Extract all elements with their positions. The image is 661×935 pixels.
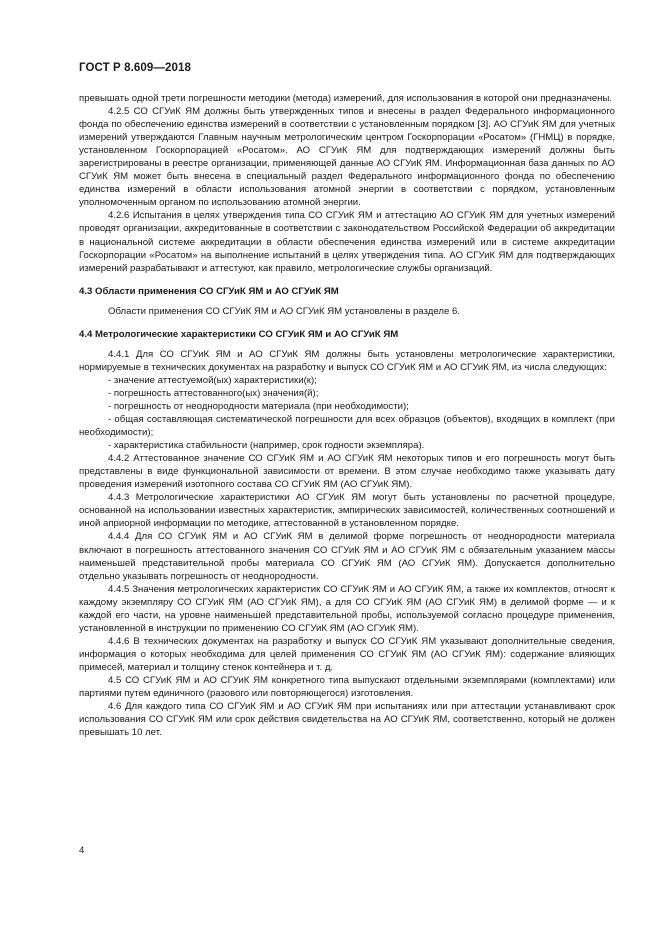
paragraph-4-2-6: 4.2.6 Испытания в целях утверждения типа СО СГУиК ЯМ и аттестацию АО СГУиК ЯМ для учетных измерений проводят организации, аккредитованные в соответствии с законодательством Российской Федерации об аккредитации в национальной системе аккредитации в области обеспечения единства измерений или в системе аккредитации Госкорпорации «Росатом» на выполнение испытаний в целях утверждения типа. АО СГУиК ЯМ для подтверждающих измерений разрабатывают и аттестуют, как правило, метрологические службы организаций.	[79, 210, 615, 274]
paragraph-4-4-1: 4.4.1 Для СО СГУиК ЯМ и АО СГУиК ЯМ должны быть установлены метрологические характеристики, нормируемые в технических документах на разработку и выпуск СО СГУиК ЯМ и АО СГУиК ЯМ, из числа следующих:	[79, 348, 615, 373]
list-item: - значение аттестуемой(ых) характеристики(к);	[108, 374, 317, 386]
paragraph-continuation: превышать одной трети погрешности методики (метода) измерений, для использования в которой они предназначены.	[79, 93, 613, 104]
paragraph-4-2-5: 4.2.5 СО СГУиК ЯМ должны быть утвержденных типов и внесены в раздел Федерального информационного фонда по обеспечению единства измерений в соответствии с установленным порядком [3]. АО СГУиК ЯМ для учетных измерений утверждаются Главным научным метрологическим центром Госкорпорации «Росатом» (ГНМЦ) в порядке, установленном Госкорпорацией «Росатом». АО СГУиК ЯМ для подтверждающих измерений должны быть зарегистрированы в реестре организации, применяющей данные АО СГУиК ЯМ. Информационная база данных по АО СГУиК ЯМ может быть внесена в специальный раздел Федерального информационного фонда по обеспечению единства измерений в области использования атомной энергии в соответствии с порядком, установленным уполномоченным органом по использованию атомной энергии.	[79, 106, 615, 209]
list-item: - характеристика стабильности (например, срок годности экземпляра).	[108, 440, 425, 452]
paragraph-4-4-6: 4.4.6 В технических документах на разработку и выпуск СО СГУиК ЯМ указывают дополнительные сведения, информация о которых необходима для целей применения СО СГУиК ЯМ (АО СГУиК ЯМ): содержание влияющих примесей, материал и толщину стенок контейнера и т. д.	[79, 635, 615, 673]
paragraph-4-4-2: 4.4.2 Аттестованное значение СО СГУиК ЯМ и АО СГУиК ЯМ некоторых типов и его погрешность могут быть представлены в виде функциональной зависимости от времени. В этом случае необходимо также указывать дату проведения измерений изотопного состава СО СГУиК ЯМ (АО СГУиК ЯМ).	[79, 453, 615, 491]
list-item: - общая составляющая систематической погрешности для всех образцов (объектов), входящих в комплект (при необходимости);	[79, 414, 615, 439]
document-body	[79, 92, 615, 739]
paragraph-4-4-3: 4.4.3 Метрологические характеристики АО СГУиК ЯМ могут быть установлены по расчетной процедуре, основанной на использовании известных характеристик, эмпирических зависимостей, количественных соотношений и иной априорной информации по методике, аттестованной в установленном порядке.	[79, 492, 615, 530]
list-item: - погрешность от неоднородности материала (при необходимости);	[108, 400, 409, 412]
list-item: - погрешность аттестованного(ых) значения(й);	[108, 387, 319, 399]
page-number: 4	[79, 845, 85, 856]
paragraph-4-6: 4.6 Для каждого типа СО СГУиК ЯМ и АО СГУиК ЯМ при испытаниях или при аттестации устанавливают срок использования СО СГУиК ЯМ или срок действия свидетельства на АО СГУиК ЯМ, соответственно, который не должен превышать 10 лет.	[79, 701, 615, 739]
paragraph-4-4-5: 4.4.5 Значения метрологических характеристик СО СГУиК ЯМ и АО СГУиК ЯМ, а также их комплектов, относят к каждому экземпляру СО СГУиК ЯМ (АО СГУиК ЯМ), а для СО СГУиК ЯМ (АО СГУиК ЯМ) в делимой форме — и к каждой его части, на уровне наименьшей представительной пробы, используемой согласно процедуре применения, установленной в инструкции по применению СО СГУиК ЯМ (АО СГУиК ЯМ).	[79, 583, 615, 634]
section-heading-4-4: 4.4 Метрологические характеристики СО СГУиК ЯМ и АО СГУиК ЯМ	[79, 328, 399, 340]
paragraph-4-4-4: 4.4.4 Для СО СГУиК ЯМ и АО СГУиК ЯМ в делимой форме погрешность от неоднородности материала включают в погрешность аттестованного значения СО СГУиК ЯМ и АО СГУиК ЯМ с обязательным указанием массы наименьшей представительной пробы материала СО СГУиК ЯМ (АО СГУиК ЯМ). Допускается дополнительно отдельно указывать погрешность от неоднородности.	[79, 531, 615, 582]
paragraph-4-5: 4.5 СО СГУиК ЯМ и АО СГУиК ЯМ конкретного типа выпускают отдельными экземплярами (комплектами) или партиями путем единичного (разового или повторяющегося) изготовления.	[79, 674, 615, 700]
document-header: ГОСТ Р 8.609—2018	[79, 62, 191, 74]
paragraph-4-3-text: Области применения СО СГУиК ЯМ и АО СГУиК ЯМ установлены в разделе 6.	[108, 305, 460, 317]
section-heading-4-3: 4.3 Области применения СО СГУиК ЯМ и АО СГУиК ЯМ	[79, 285, 339, 297]
